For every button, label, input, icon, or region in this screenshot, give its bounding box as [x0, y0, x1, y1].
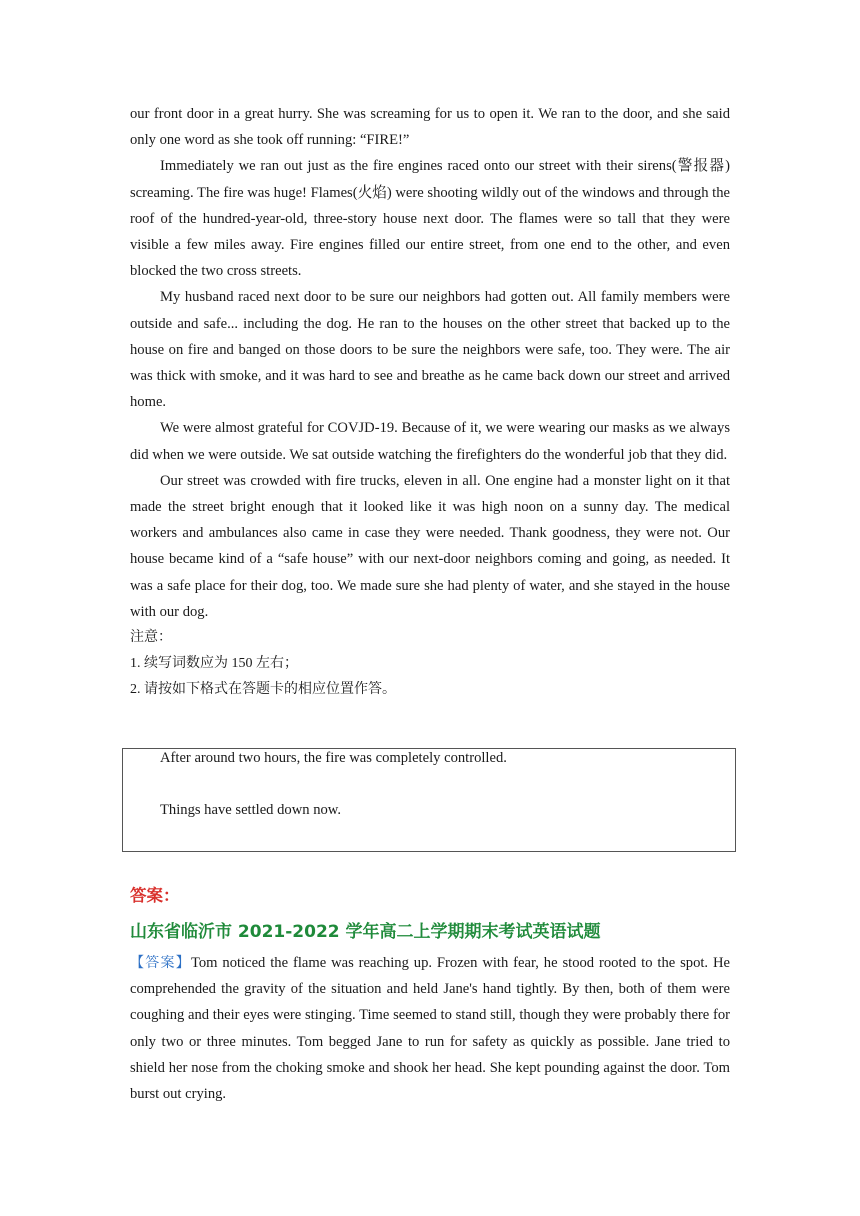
answer-tag: 【答案】	[130, 955, 191, 971]
answer-text: Tom noticed the flame was reaching up. Frozen with fear, he stood rooted to the spot. He comprehended the gravity of the situation and held Jane's hand tightly. By then, both of them were coughing and their eyes were stinging. Time seemed to stand still, though they were probably there for only two or three minutes. Tom begged Jane to run for safety as quickly as possible. Jane tried to shield her nose from the choking smoke and shook her head. She kept pounding against the door. Tom burst out crying.	[130, 955, 730, 1103]
passage-paragraph-2: Immediately we ran out just as the fire engines raced onto our street with their sirens(警报器) screaming. The fire was huge! Flames(火焰) were shooting wildly out of the windows and through the roof of the hundred-year-old, three-story house next door. The flames were so tall that they were visible a few miles away. Fire engines filled our entire street, from one end to the other, and even blocked the two cross streets.	[130, 158, 730, 280]
source-title: 山东省临沂市 2021-2022 学年高二上学期期末考试英语试题	[130, 922, 601, 942]
answer-box-line-2: Things have settled down now.	[160, 802, 342, 818]
notes-heading: 注意：	[130, 630, 172, 646]
passage-paragraph-4: We were almost grateful for COVJD-19. Because of it, we were wearing our masks as we always did when we were outside. We sat outside watching the firefighters do the wonderful job that they did.	[130, 420, 730, 463]
passage-paragraph-3: My husband raced next door to be sure our neighbors had gotten out. All family members were outside and safe... including the dog. He ran to the houses on the other street that backed up to the house on fire and banged on those doors to be sure the neighbors were safe, too. They were. The air was thick with smoke, and it was hard to see and breathe as he came back down our street and arrived home.	[130, 289, 730, 411]
answer-box-line-1: After around two hours, the fire was completely controlled.	[160, 750, 507, 766]
notes-item-2: 2. 请按如下格式在答题卡的相应位置作答。	[130, 682, 396, 698]
answer-body	[130, 950, 730, 1107]
answer-format-box	[122, 748, 736, 852]
passage-paragraph-5: Our street was crowded with fire trucks, eleven in all. One engine had a monster light on it that made the street bright enough that it looked like it was high noon on a sunny day. The medical workers and ambulances also came in case they were needed. Thank goodness, they were not. Our house became kind of a “safe house” with our next-door neighbors coming and going, as needed. It was a safe place for their dog, too. We made sure she had plenty of water, and she stayed in the house with our dog.	[130, 472, 730, 620]
answer-label: 答案：	[130, 886, 180, 905]
notes-item-1: 1. 续写词数应为 150 左右；	[130, 656, 298, 672]
passage-paragraph-1: our front door in a great hurry. She was screaming for us to open it. We ran to the door, and she said only one word as she took off running: “FIRE!”	[130, 106, 730, 149]
passage	[130, 101, 730, 704]
